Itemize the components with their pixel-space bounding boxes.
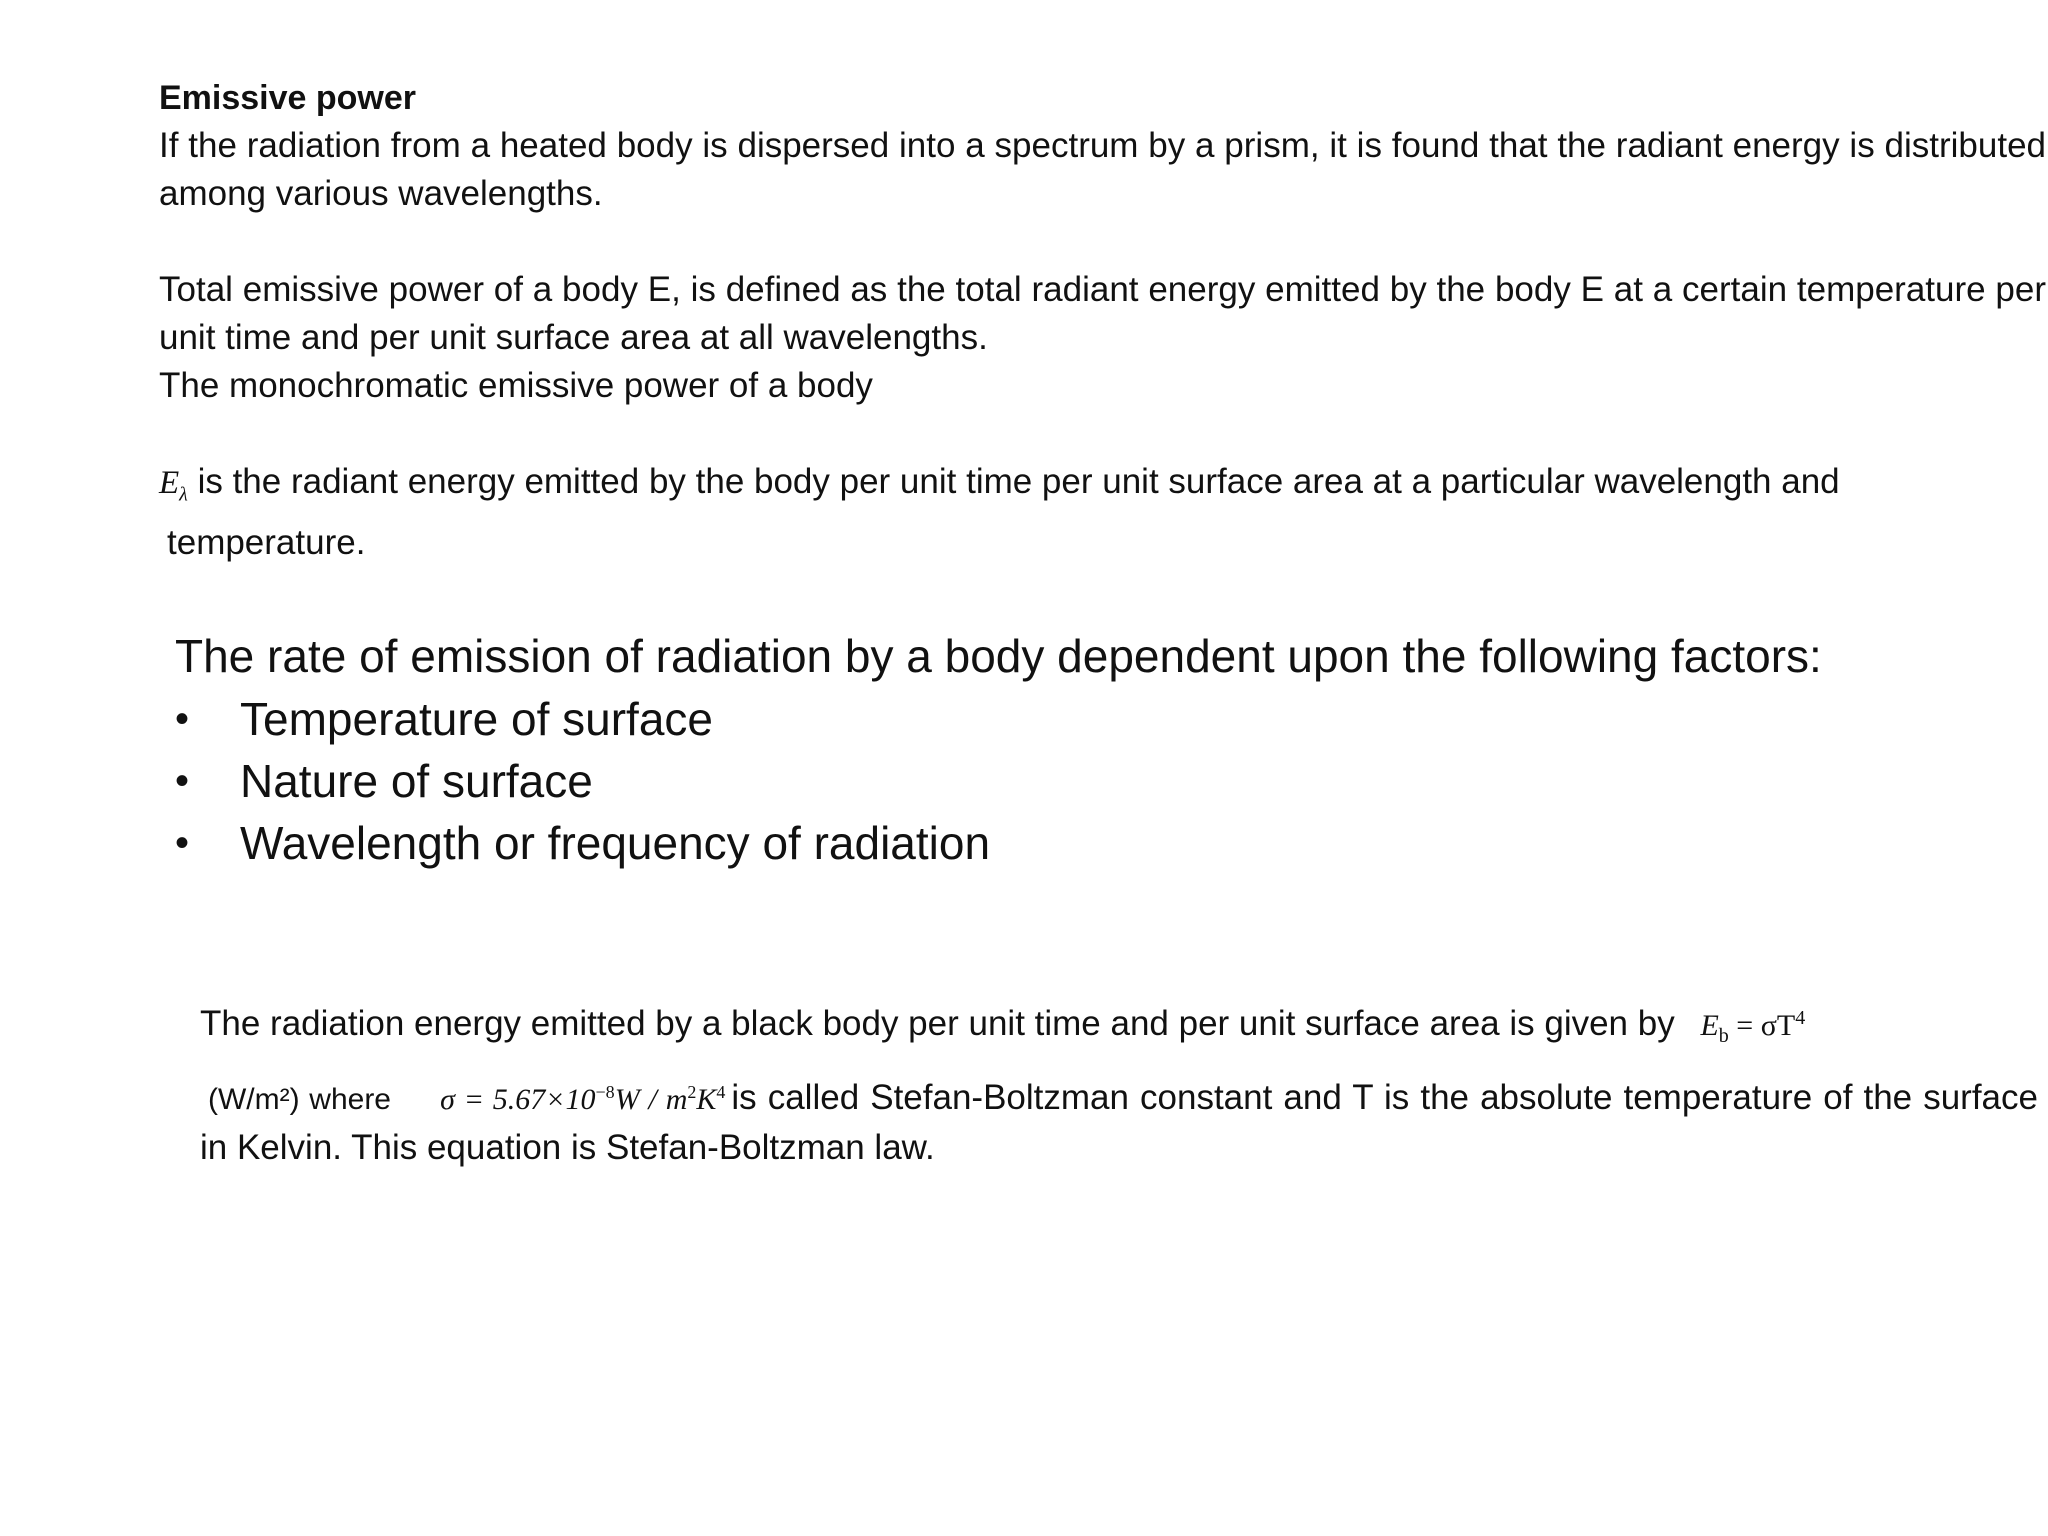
stefan-boltzmann-line-1: [200, 993, 1805, 1061]
units-label: (W/m²) where: [208, 1083, 391, 1116]
monochromatic-heading: The monochromatic emissive power of a body: [159, 366, 873, 405]
stefan-boltzmann-constant: [440, 1083, 725, 1116]
monochromatic-symbol: [159, 465, 188, 506]
const-unit-k: K: [696, 1083, 717, 1116]
factor-label: Temperature of surface: [240, 693, 714, 745]
factor-label: Nature of surface: [240, 755, 593, 807]
stefan-boltzmann-equation: [1700, 1007, 1806, 1047]
monochromatic-paragraph: [159, 458, 2019, 567]
stefan-boltzmann-line-2: [200, 1068, 2038, 1172]
symbol-e: E: [159, 465, 180, 501]
bullet-icon: •: [175, 821, 190, 865]
stefan-boltzmann-text-2: is called Stefan-Boltzman constant and T is the absolute temperature of the surface in Kelvin. This equation is Stefan-Boltzman law.: [200, 1078, 2038, 1167]
monochromatic-line-1: [159, 458, 2019, 519]
section-heading: Emissive power: [159, 79, 417, 117]
dispersion-paragraph: If the radiation from a heated body is dispersed into a spectrum by a prism, it is found that the radiant energy is distributed among various wavelengths.: [159, 126, 2046, 213]
eq-rhs: = σT: [1736, 1009, 1796, 1042]
bullet-icon: •: [175, 759, 190, 803]
bullet-icon: •: [175, 697, 190, 741]
stefan-boltzmann-text-1: The radiation energy emitted by a black body per unit time and per unit surface area is given by: [200, 1004, 1675, 1043]
const-unit-w: W / m: [614, 1083, 688, 1116]
symbol-lambda: λ: [179, 483, 188, 506]
list-item: [175, 812, 990, 874]
eq-lhs: E: [1700, 1009, 1719, 1042]
monochromatic-text-2: temperature.: [167, 522, 366, 562]
const-unit-k-exp: 4: [716, 1082, 726, 1102]
factor-label: Wavelength or frequency of radiation: [240, 817, 991, 869]
total-emissive-power-paragraph: Total emissive power of a body E, is defined as the total radiant energy emitted by the body E at a certain temperature per unit time and per unit surface area at all wavelengths.: [159, 270, 2046, 357]
monochromatic-text-1: is the radiant energy emitted by the body per unit time per unit surface area at a particular wavelength and: [197, 462, 1840, 501]
const-value: σ = 5.67×10: [440, 1083, 596, 1116]
list-item: [175, 750, 990, 812]
factors-intro: The rate of emission of radiation by a body dependent upon the following factors:: [175, 630, 1822, 682]
factor-list: [175, 688, 990, 874]
const-exponent: −8: [595, 1082, 615, 1102]
eq-lhs-sub: b: [1718, 1025, 1729, 1047]
eq-rhs-sup: 4: [1795, 1007, 1806, 1029]
list-item: [175, 688, 990, 750]
const-unit-sq: 2: [687, 1082, 697, 1102]
